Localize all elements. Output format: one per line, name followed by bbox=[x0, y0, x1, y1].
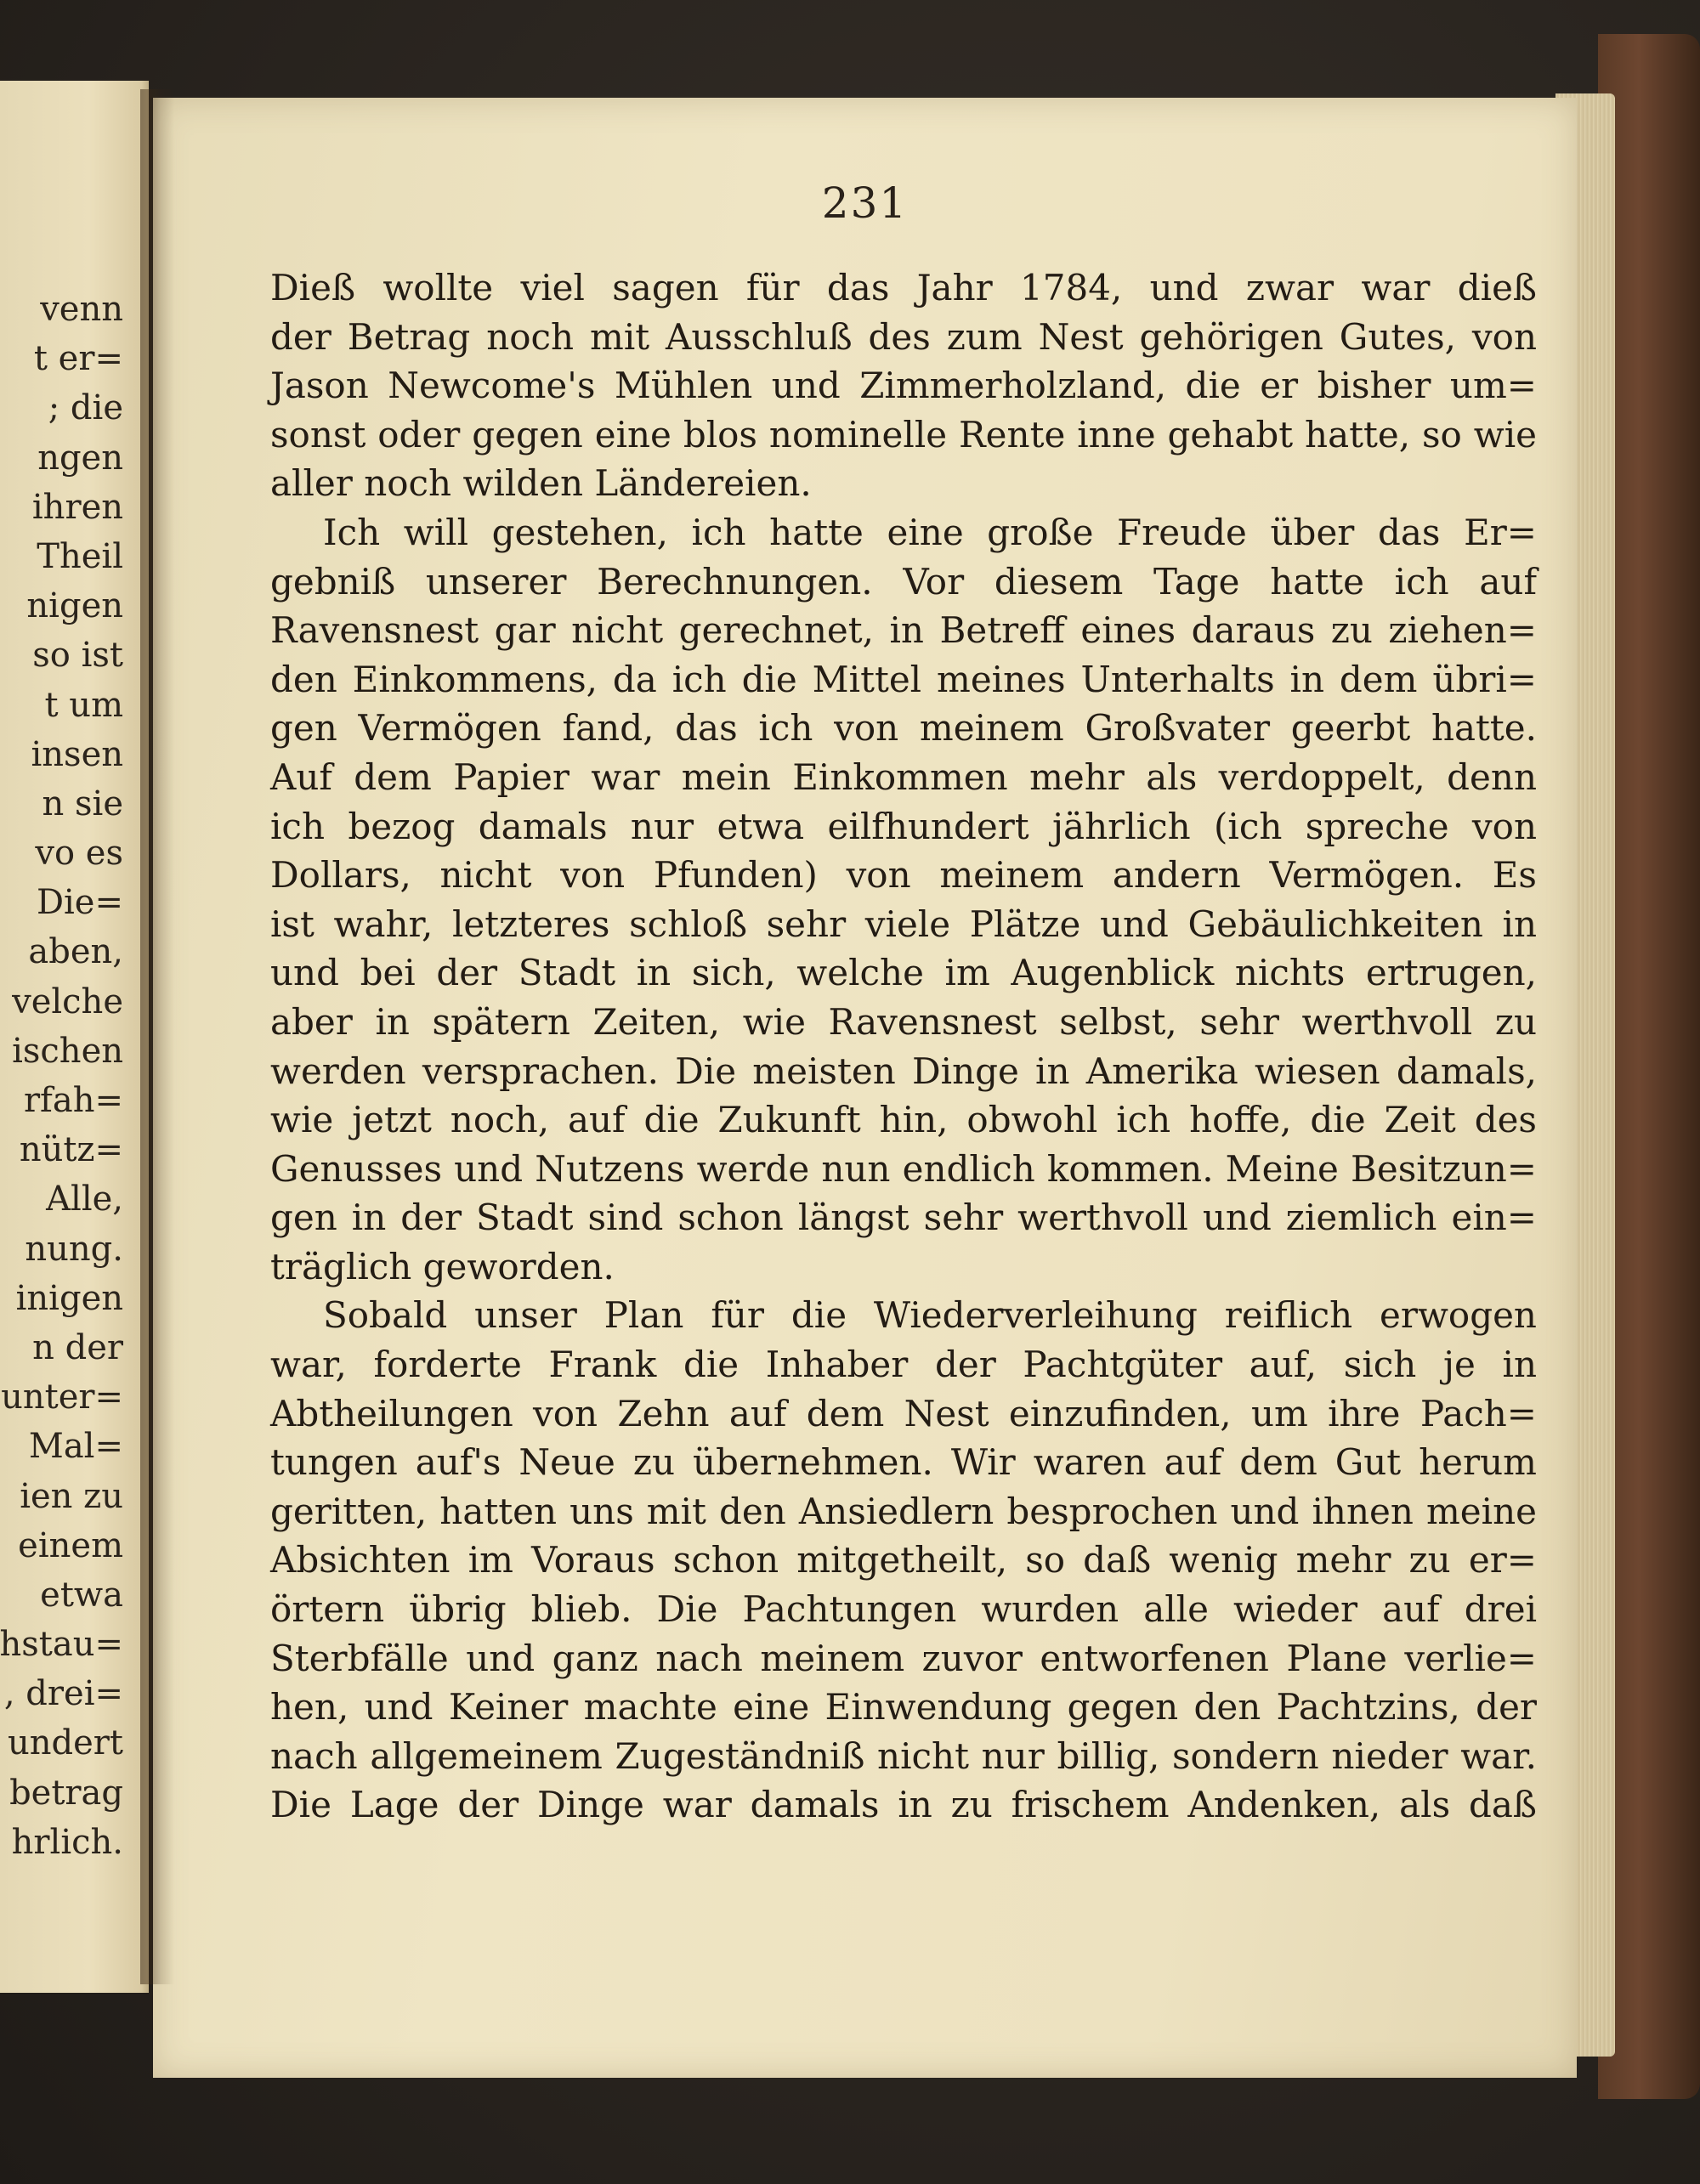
left-fragment-line: ngen bbox=[37, 438, 123, 478]
left-fragment-line: , drei= bbox=[3, 1674, 123, 1714]
left-fragment-line: t um bbox=[44, 685, 123, 725]
main-page bbox=[153, 98, 1577, 2078]
text-line: sonst oder gegen eine blos nominelle Rente inne gehabt hatte, so wie bbox=[270, 413, 1537, 455]
text-line: gen Vermögen fand, das ich von meinem Großvater geerbt hatte. bbox=[270, 707, 1537, 750]
left-fragment-line: einem bbox=[18, 1525, 123, 1565]
body-text bbox=[270, 263, 1537, 1830]
text-line: gebniß unserer Berechnungen. Vor diesem Tage hatte ich auf bbox=[270, 560, 1537, 603]
text-line: geritten, hatten uns mit den Ansiedlern besprochen und ihnen meine bbox=[270, 1490, 1537, 1532]
text-line: und bei der Stadt in sich, welche im Augenblick nichts ertrugen, bbox=[270, 952, 1537, 994]
left-fragment-line: n sie bbox=[42, 784, 123, 823]
left-fragment-line: so ist bbox=[32, 636, 123, 676]
left-fragment-line: unter= bbox=[1, 1378, 123, 1417]
left-fragment-line: insen bbox=[31, 734, 123, 774]
left-fragment-line: nung. bbox=[25, 1229, 123, 1269]
text-line: werden versprachen. Die meisten Dinge in Amerika wiesen damals, bbox=[270, 1050, 1537, 1092]
text-line: Sterbfälle und ganz nach meinem zuvor entworfenen Plane verlie= bbox=[270, 1637, 1537, 1679]
left-fragment-line: Alle, bbox=[46, 1180, 123, 1219]
text-line: Auf dem Papier war mein Einkommen mehr als verdoppelt, denn bbox=[270, 755, 1537, 798]
left-fragment-line: ihren bbox=[31, 487, 123, 527]
left-fragment-line: aben, bbox=[28, 932, 123, 972]
text-line: örtern übrig blieb. Die Pachtungen wurden alle wieder auf drei bbox=[270, 1588, 1537, 1631]
text-line: Ich will gestehen, ich hatte eine große Freude über das Er= bbox=[323, 511, 1537, 553]
left-fragment-line: Die= bbox=[36, 883, 123, 923]
left-fragment-line: venn bbox=[40, 290, 123, 329]
text-line: Sobald unser Plan für die Wiederverleihung reiflich erwogen bbox=[323, 1294, 1537, 1337]
left-fragment-line: rfah= bbox=[23, 1081, 123, 1120]
left-fragment-line: undert bbox=[8, 1723, 123, 1763]
text-line: Absichten im Voraus schon mitgetheilt, so daß wenig mehr zu er= bbox=[270, 1539, 1537, 1581]
text-line: Dollars, nicht von Pfunden) von meinem andern Vermögen. Es bbox=[270, 854, 1537, 897]
left-fragment-line: vo es bbox=[35, 834, 123, 874]
text-line: Die Lage der Dinge war damals in zu frischem Andenken, als daß bbox=[270, 1784, 1537, 1826]
text-line: aber in spätern Zeiten, wie Ravensnest selbst, sehr werthvoll zu bbox=[270, 1000, 1537, 1043]
text-line: gen in der Stadt sind schon längst sehr werthvoll und ziemlich ein= bbox=[270, 1197, 1537, 1239]
text-line: wie jetzt noch, auf die Zukunft hin, obwohl ich hoffe, die Zeit des bbox=[270, 1099, 1537, 1141]
left-fragment-line: ischen bbox=[12, 1031, 123, 1071]
left-fragment-line: Mal= bbox=[28, 1427, 123, 1467]
text-line: nach allgemeinem Zugeständniß nicht nur billig, sondern nieder war. bbox=[270, 1734, 1537, 1777]
left-fragment-line: hrlich. bbox=[11, 1822, 123, 1862]
text-line: Genusses und Nutzens werde nun endlich kommen. Meine Besitzun= bbox=[270, 1147, 1537, 1190]
text-line: träglich geworden. bbox=[270, 1245, 615, 1287]
gutter-shadow bbox=[140, 89, 174, 1984]
text-line: den Einkommens, da ich die Mittel meines Unterhalts in dem übri= bbox=[270, 658, 1537, 700]
left-fragment-line: nigen bbox=[26, 586, 123, 626]
text-line: aller noch wilden Ländereien. bbox=[270, 462, 812, 505]
text-line: ist wahr, letzteres schloß sehr viele Plätze und Gebäulichkeiten in bbox=[270, 902, 1537, 945]
left-fragment-line: n der bbox=[32, 1327, 123, 1367]
left-page-fragment bbox=[0, 81, 149, 1993]
left-fragment-line: t er= bbox=[33, 339, 123, 379]
left-fragment-line: etwa bbox=[40, 1575, 123, 1615]
left-fragment-line: Theil bbox=[37, 536, 123, 576]
left-fragment-line: inigen bbox=[15, 1278, 123, 1318]
left-fragment-line: ien zu bbox=[20, 1476, 123, 1516]
text-line: tungen auf's Neue zu übernehmen. Wir waren auf dem Gut herum bbox=[270, 1441, 1537, 1484]
text-line: ich bezog damals nur etwa eilfhundert jährlich (ich spreche von bbox=[270, 805, 1537, 847]
left-fragment-line: ; die bbox=[48, 388, 123, 428]
text-line: Ravensnest gar nicht gerechnet, in Betreff eines daraus zu ziehen= bbox=[270, 609, 1537, 652]
left-fragment-line: nütz= bbox=[19, 1130, 123, 1170]
text-line: Abtheilungen von Zehn auf dem Nest einzufinden, um ihre Pach= bbox=[270, 1392, 1537, 1434]
text-line: hen, und Keiner machte eine Einwendung gegen den Pachtzins, der bbox=[270, 1686, 1537, 1729]
left-fragment-line: hstau= bbox=[0, 1625, 123, 1665]
text-line: war, forderte Frank die Inhaber der Pachtgüter auf, sich je in bbox=[270, 1344, 1537, 1386]
text-line: der Betrag noch mit Ausschluß des zum Nest gehörigen Gutes, von bbox=[270, 315, 1537, 358]
left-page-text bbox=[0, 285, 123, 1867]
left-fragment-line: velche bbox=[12, 982, 123, 1021]
text-line: Jason Newcome's Mühlen und Zimmerholzland, die er bisher um= bbox=[270, 365, 1537, 407]
page-number: 231 bbox=[821, 178, 909, 228]
left-fragment-line: betrag bbox=[9, 1773, 123, 1813]
text-line: Dieß wollte viel sagen für das Jahr 1784, und zwar war dieß bbox=[270, 267, 1537, 308]
